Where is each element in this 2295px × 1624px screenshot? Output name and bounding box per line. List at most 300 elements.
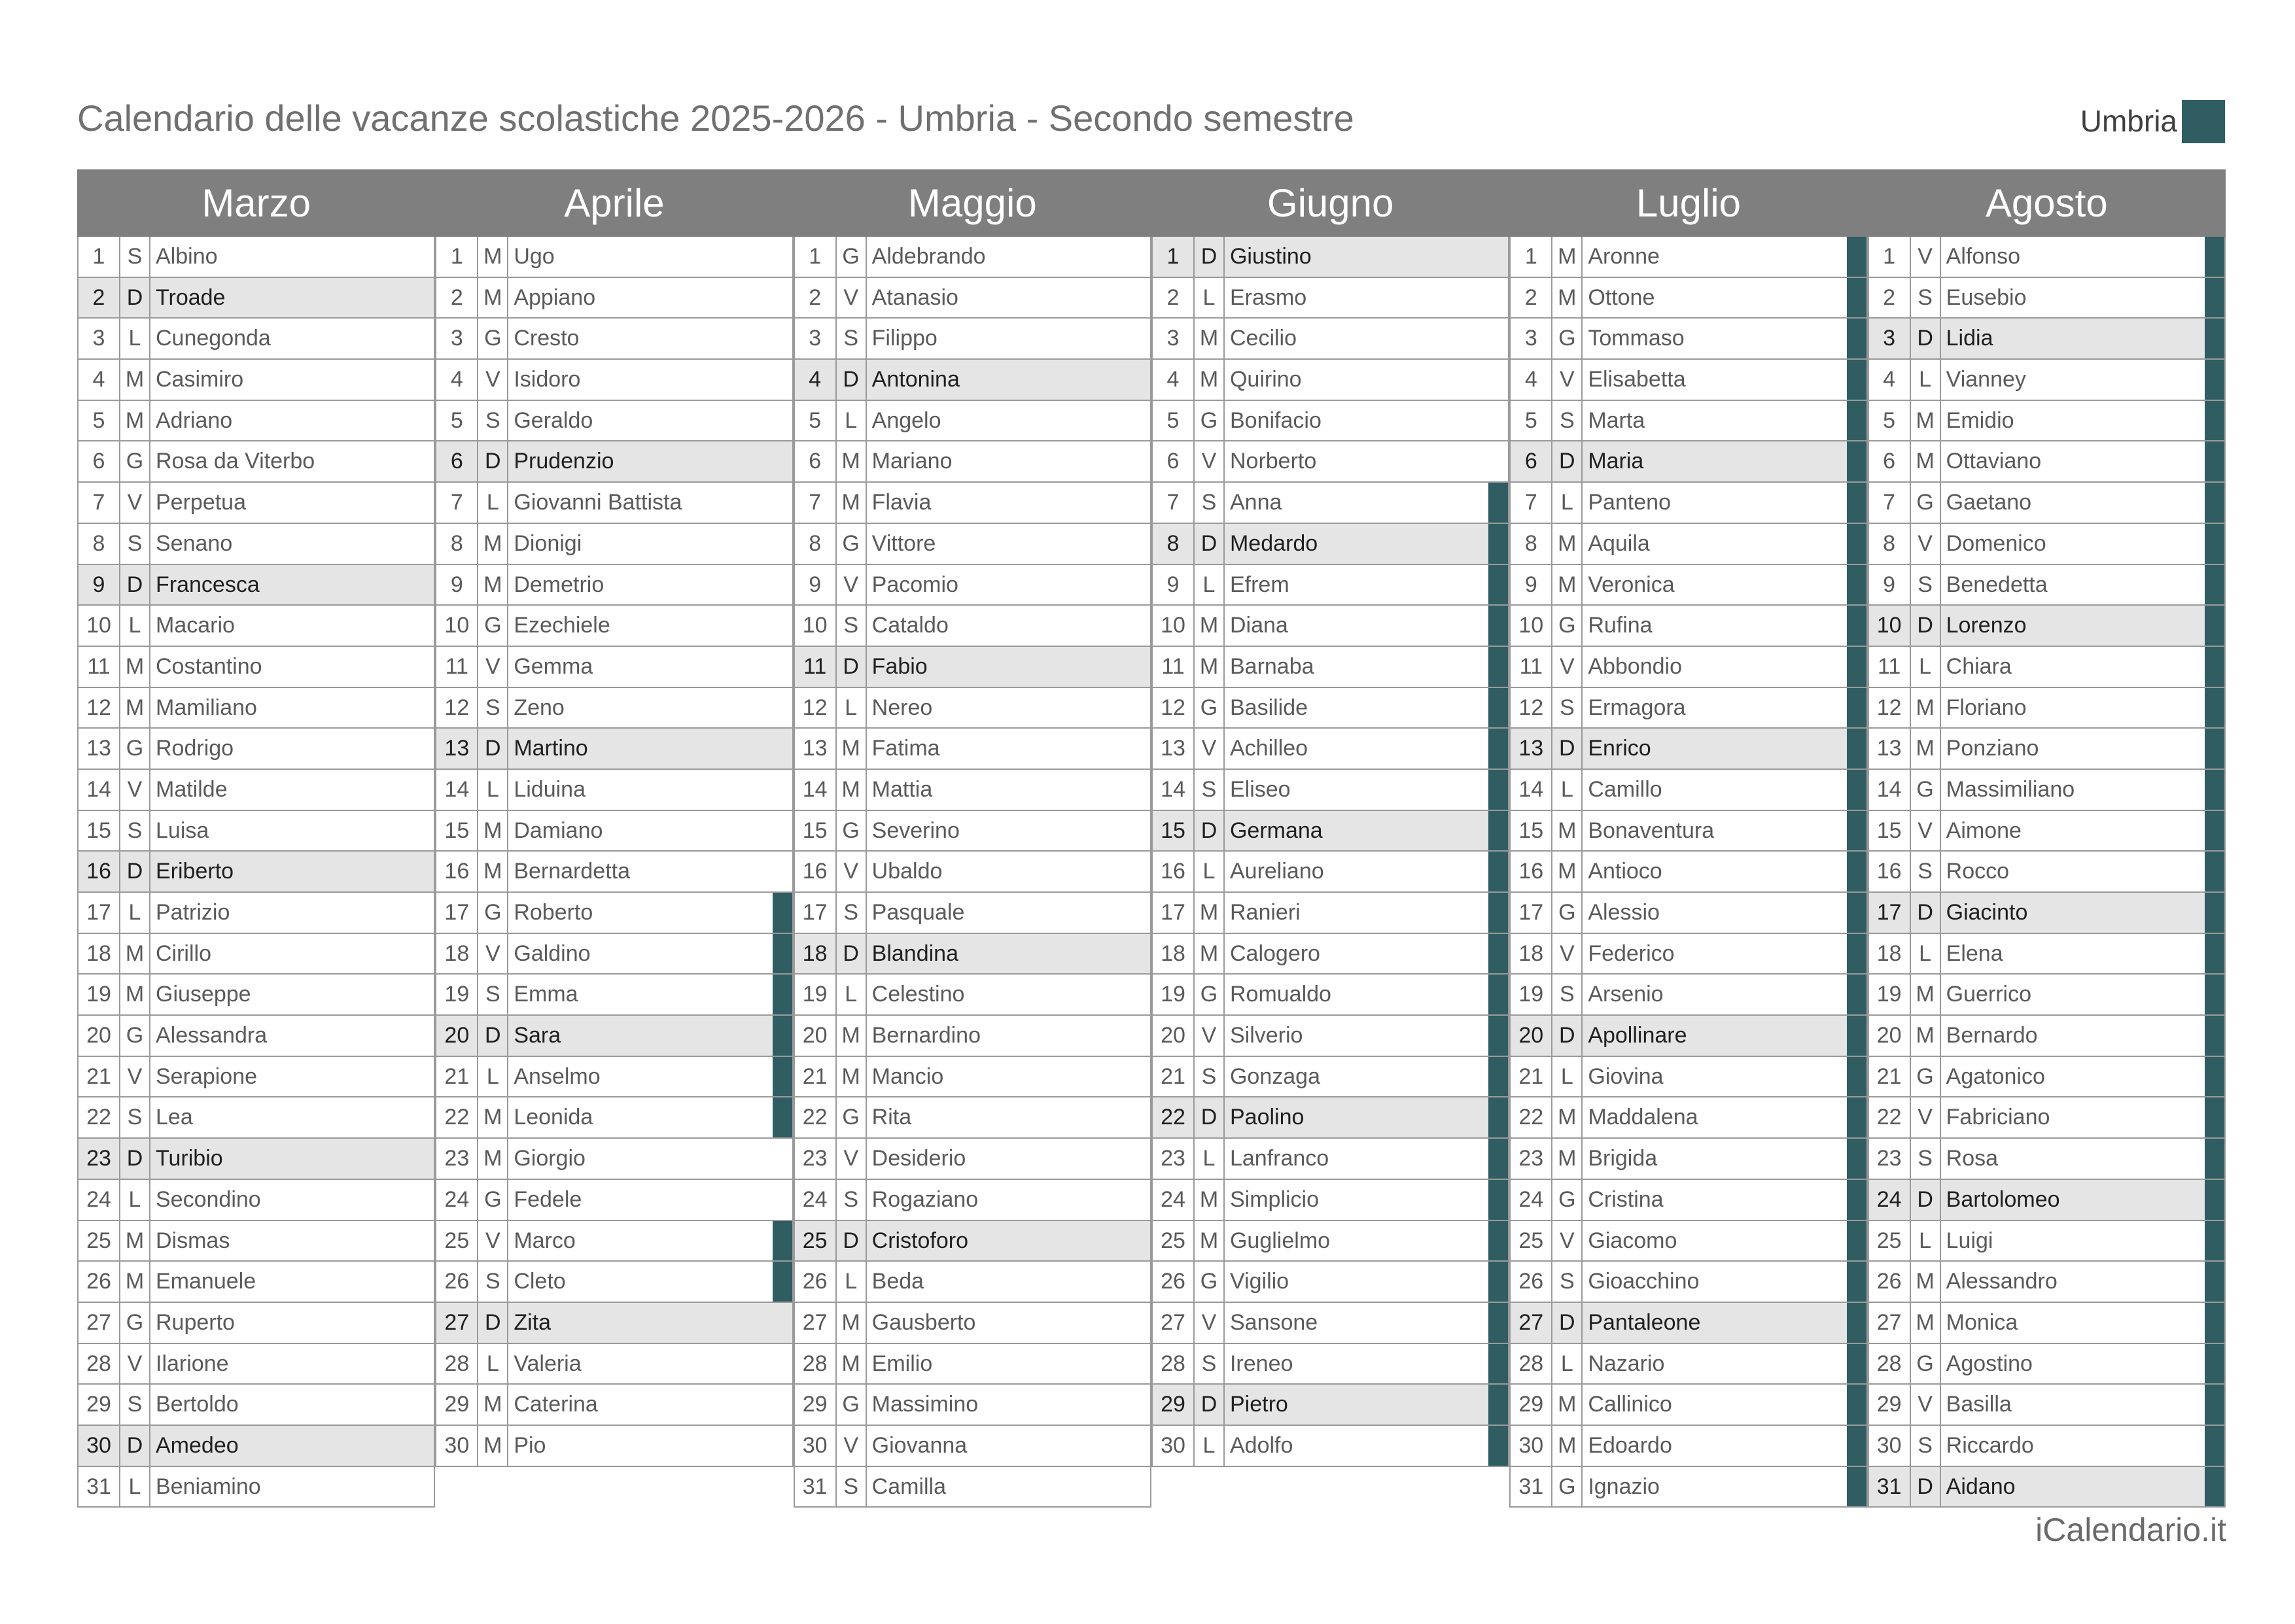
weekday-letter: S [1195, 770, 1225, 810]
day-number: 24 [795, 1180, 837, 1220]
weekday-letter: G [837, 1385, 867, 1425]
day-row [435, 483, 793, 524]
weekday-letter: L [478, 1057, 508, 1097]
day-row [435, 975, 793, 1016]
day-number: 14 [436, 770, 478, 810]
saint-name: Rodrigo [156, 736, 234, 761]
weekday-letter: S [1552, 401, 1583, 441]
day-row [77, 606, 435, 647]
page-title: Calendario delle vacanze scolastiche 2025-2026 - Umbria - Secondo semestre [77, 97, 1354, 139]
weekday-letter: G [1552, 319, 1583, 358]
day-number: 7 [1869, 483, 1911, 523]
day-number: 31 [1869, 1467, 1911, 1507]
day-row [1151, 1221, 1509, 1262]
holiday-marker [773, 1180, 792, 1220]
saint-name: Abbondio [1588, 653, 1682, 679]
saint-name: Perpetua [156, 490, 246, 515]
saint-name: Rita [871, 1105, 912, 1130]
holiday-marker [1130, 852, 1150, 891]
weekday-letter: M [1552, 237, 1583, 277]
holiday-marker [1488, 278, 1508, 318]
weekday-letter: M [837, 441, 867, 481]
holiday-marker [1488, 319, 1508, 358]
day-number: 10 [795, 606, 837, 646]
day-number: 28 [795, 1344, 837, 1384]
day-number: 25 [436, 1221, 478, 1261]
saint-name: Emilio [871, 1351, 933, 1376]
day-number: 16 [436, 852, 478, 891]
day-row [1868, 401, 2226, 442]
day-number: 28 [1511, 1344, 1552, 1384]
day-number: 9 [1869, 565, 1911, 605]
day-number: 17 [1869, 893, 1911, 933]
saint-name: Norberto [1229, 449, 1317, 474]
holiday-marker [1488, 1016, 1508, 1056]
holiday-marker [773, 483, 792, 523]
day-number: 1 [436, 237, 478, 277]
saint-name: Fabriciano [1946, 1105, 2050, 1130]
day-row [435, 729, 793, 770]
weekday-letter: G [1911, 1057, 1941, 1097]
day-row [77, 441, 435, 483]
holiday-marker [1488, 524, 1508, 564]
weekday-letter: V [478, 360, 508, 400]
saint-name: Giacomo [1588, 1228, 1677, 1253]
day-number: 13 [1869, 729, 1911, 769]
saint-name: Fatima [871, 736, 940, 761]
day-number: 15 [1153, 811, 1195, 851]
saint-name: Diana [1229, 613, 1288, 638]
weekday-letter: V [1195, 1303, 1225, 1343]
weekday-letter: M [120, 401, 150, 441]
saint-name: Mariano [871, 449, 953, 474]
holiday-marker [1130, 647, 1150, 687]
day-row [794, 524, 1151, 565]
weekday-letter: D [120, 1426, 150, 1466]
holiday-marker [773, 1426, 792, 1466]
holiday-marker [414, 1385, 434, 1425]
saint-name: Germana [1229, 818, 1323, 843]
saint-name: Paolino [1229, 1105, 1305, 1130]
day-number: 8 [795, 524, 837, 564]
weekday-letter: V [1552, 647, 1583, 687]
day-number: 25 [1153, 1221, 1195, 1261]
weekday-letter: D [120, 565, 150, 605]
saint-name: Gaetano [1946, 490, 2032, 515]
day-row [435, 278, 793, 319]
day-number: 27 [1869, 1303, 1911, 1343]
holiday-marker [2205, 1385, 2224, 1425]
holiday-marker [1130, 1139, 1150, 1179]
weekday-letter: S [120, 811, 150, 851]
day-row [1151, 1262, 1509, 1303]
day-row [1151, 975, 1509, 1016]
day-row [1509, 934, 1867, 975]
day-number: 16 [1153, 852, 1195, 891]
day-row [1509, 1385, 1867, 1426]
saint-name: Benedetta [1946, 572, 2048, 597]
weekday-letter: L [120, 893, 150, 933]
day-row [435, 1016, 793, 1057]
saint-name: Erasmo [1229, 285, 1307, 310]
day-number: 25 [1869, 1221, 1911, 1261]
weekday-letter: S [1552, 1262, 1583, 1302]
holiday-marker [414, 811, 434, 851]
weekday-letter: D [1195, 1097, 1225, 1137]
day-number: 12 [79, 688, 120, 728]
day-number: 26 [1511, 1262, 1552, 1302]
day-number: 27 [1511, 1303, 1552, 1343]
saint-name: Angelo [871, 407, 941, 433]
holiday-marker [1847, 1262, 1866, 1302]
weekday-letter: V [837, 852, 867, 891]
saint-name: Matilde [156, 776, 228, 802]
day-number: 3 [1153, 319, 1195, 358]
weekday-letter: S [478, 975, 508, 1014]
holiday-marker [1488, 606, 1508, 646]
day-number: 5 [795, 401, 837, 441]
month-title-0: Marzo [201, 181, 311, 225]
day-number: 30 [1869, 1426, 1911, 1466]
day-number: 6 [795, 441, 837, 481]
day-row [1151, 893, 1509, 934]
day-row [435, 811, 793, 852]
saint-name: Giuseppe [156, 982, 251, 1007]
day-row [1509, 1262, 1867, 1303]
holiday-marker [414, 441, 434, 481]
weekday-letter: M [1552, 278, 1583, 318]
weekday-letter: S [1911, 1426, 1941, 1466]
saint-name: Aldebrando [871, 244, 986, 269]
holiday-marker [2205, 688, 2224, 728]
day-row [1868, 770, 2226, 811]
day-number: 12 [436, 688, 478, 728]
saint-name: Leonida [514, 1105, 593, 1130]
saint-name: Panteno [1588, 490, 1671, 515]
weekday-letter: S [120, 1097, 150, 1137]
holiday-marker [414, 729, 434, 769]
day-row [1509, 278, 1867, 319]
day-row [1509, 1426, 1867, 1467]
day-number: 24 [436, 1180, 478, 1220]
weekday-letter: D [1552, 441, 1583, 481]
weekday-letter: G [1552, 1180, 1583, 1220]
saint-name: Luigi [1946, 1228, 1993, 1253]
legend-swatch [2182, 100, 2225, 143]
holiday-marker [1847, 647, 1866, 687]
day-row [435, 1303, 793, 1344]
weekday-letter: D [1911, 319, 1941, 358]
day-number: 20 [79, 1016, 120, 1056]
saint-name: Aronne [1588, 244, 1660, 269]
day-row [794, 278, 1151, 319]
holiday-marker [1130, 360, 1150, 400]
day-row [1151, 237, 1509, 278]
saint-name: Flavia [871, 490, 932, 515]
day-row [1509, 1344, 1867, 1385]
day-number: 23 [436, 1139, 478, 1179]
holiday-marker [1847, 565, 1866, 605]
day-row [435, 893, 793, 934]
weekday-letter: S [837, 1180, 867, 1220]
day-row [435, 647, 793, 688]
day-number: 3 [79, 319, 120, 358]
day-number: 28 [1153, 1344, 1195, 1384]
holiday-marker [414, 1139, 434, 1179]
holiday-marker [2205, 934, 2224, 974]
day-number: 20 [1153, 1016, 1195, 1056]
day-row [794, 811, 1151, 852]
day-number: 23 [795, 1139, 837, 1179]
holiday-marker [1847, 975, 1866, 1014]
holiday-marker [1847, 1180, 1866, 1220]
weekday-letter: G [1552, 606, 1583, 646]
saint-name: Anselmo [514, 1063, 601, 1089]
day-number: 26 [79, 1262, 120, 1302]
weekday-letter: G [837, 1097, 867, 1137]
saint-name: Mancio [871, 1063, 944, 1089]
day-number: 17 [795, 893, 837, 933]
weekday-letter: D [1911, 1180, 1941, 1220]
holiday-marker [414, 688, 434, 728]
holiday-marker [2205, 811, 2224, 851]
weekday-letter: L [837, 401, 867, 441]
day-number: 18 [79, 934, 120, 974]
day-number: 16 [795, 852, 837, 891]
saint-name: Appiano [514, 285, 596, 310]
weekday-letter: M [1552, 1426, 1583, 1466]
saint-name: Demetrio [514, 572, 604, 597]
day-number: 2 [795, 278, 837, 318]
day-row [435, 1344, 793, 1385]
day-number: 9 [79, 565, 120, 605]
saint-name: Giustino [1229, 244, 1312, 269]
holiday-marker [1488, 1097, 1508, 1137]
saint-name: Blandina [871, 941, 958, 966]
day-row [1151, 1303, 1509, 1344]
day-row [1509, 524, 1867, 565]
day-row [77, 770, 435, 811]
day-number: 6 [1511, 441, 1552, 481]
day-number: 2 [1153, 278, 1195, 318]
day-row [1509, 811, 1867, 852]
weekday-letter: V [1195, 441, 1225, 481]
day-number: 22 [79, 1097, 120, 1137]
day-number: 7 [436, 483, 478, 523]
day-number: 9 [795, 565, 837, 605]
saint-name: Macario [156, 613, 235, 638]
day-number: 20 [795, 1016, 837, 1056]
day-row [1868, 1262, 2226, 1303]
holiday-marker [1130, 1180, 1150, 1220]
saint-name: Massimiliano [1946, 776, 2075, 802]
holiday-marker [414, 852, 434, 891]
day-row [77, 1221, 435, 1262]
weekday-letter: D [1552, 1016, 1583, 1056]
holiday-marker [773, 606, 792, 646]
weekday-letter: L [1195, 1139, 1225, 1179]
saint-name: Ruperto [156, 1309, 235, 1335]
day-row [77, 811, 435, 852]
day-number: 24 [79, 1180, 120, 1220]
day-row [794, 565, 1151, 606]
saint-name: Maddalena [1588, 1105, 1698, 1130]
weekday-letter: V [120, 1057, 150, 1097]
day-number: 18 [795, 934, 837, 974]
day-number: 5 [1511, 401, 1552, 441]
day-row [794, 729, 1151, 770]
day-number: 11 [795, 647, 837, 687]
day-row [1151, 688, 1509, 729]
weekday-letter: S [837, 893, 867, 933]
day-number: 24 [1511, 1180, 1552, 1220]
weekday-letter: L [478, 1344, 508, 1384]
weekday-letter: M [478, 524, 508, 564]
saint-name: Geraldo [514, 407, 593, 433]
holiday-marker [414, 1221, 434, 1261]
saint-name: Emanuele [156, 1269, 256, 1294]
day-number: 5 [436, 401, 478, 441]
month-column-5 [1868, 237, 2226, 1508]
saint-name: Turibio [156, 1146, 223, 1171]
holiday-marker [2205, 441, 2224, 481]
saint-name: Martino [514, 736, 588, 761]
saint-name: Ottaviano [1946, 449, 2042, 474]
day-row [435, 319, 793, 360]
day-row [1868, 483, 2226, 524]
saint-name: Cleto [514, 1269, 566, 1294]
saint-name: Ubaldo [871, 859, 943, 884]
weekday-letter: V [1552, 1221, 1583, 1261]
day-row [794, 237, 1151, 278]
holiday-marker [414, 1467, 434, 1507]
day-number: 3 [1869, 319, 1911, 358]
day-number: 15 [795, 811, 837, 851]
day-row [435, 1180, 793, 1221]
saint-name: Simplicio [1229, 1186, 1320, 1212]
saint-name: Arsenio [1588, 982, 1664, 1007]
weekday-letter: S [1911, 852, 1941, 891]
day-row [77, 1097, 435, 1139]
day-number: 13 [1511, 729, 1552, 769]
holiday-marker [2205, 1262, 2224, 1302]
saint-name: Galdino [514, 941, 591, 966]
saint-name: Secondino [156, 1186, 261, 1212]
saint-name: Aquila [1588, 530, 1650, 556]
holiday-marker [2205, 524, 2224, 564]
weekday-letter: M [478, 237, 508, 277]
weekday-letter: M [120, 1262, 150, 1302]
day-row [1509, 319, 1867, 360]
day-row [77, 483, 435, 524]
day-number: 22 [436, 1097, 478, 1137]
day-row [1868, 278, 2226, 319]
day-row [77, 1344, 435, 1385]
holiday-marker [1847, 606, 1866, 646]
day-number: 24 [1153, 1180, 1195, 1220]
holiday-marker [414, 606, 434, 646]
weekday-letter: M [1552, 1385, 1583, 1425]
holiday-marker [414, 893, 434, 933]
day-number: 21 [1153, 1057, 1195, 1097]
weekday-letter: G [120, 1303, 150, 1343]
holiday-marker [1847, 811, 1866, 851]
day-row [1868, 1057, 2226, 1098]
holiday-marker [1130, 1221, 1150, 1261]
saint-name: Cristina [1588, 1186, 1664, 1212]
month-column-4 [1509, 237, 1867, 1508]
day-row [1151, 1426, 1509, 1467]
month-column-1 [435, 237, 793, 1508]
weekday-letter: S [837, 319, 867, 358]
saint-name: Caterina [514, 1392, 598, 1417]
holiday-marker [1130, 237, 1150, 277]
saint-name: Marco [514, 1228, 576, 1253]
weekday-letter: V [478, 647, 508, 687]
saint-name: Apollinare [1588, 1023, 1687, 1048]
holiday-marker [1847, 237, 1866, 277]
holiday-marker [773, 278, 792, 318]
day-row [1509, 441, 1867, 483]
day-row [435, 1221, 793, 1262]
weekday-letter: M [120, 647, 150, 687]
day-number: 21 [1511, 1057, 1552, 1097]
day-number: 2 [1869, 278, 1911, 318]
weekday-letter: L [837, 1262, 867, 1302]
holiday-marker [2205, 1180, 2224, 1220]
weekday-letter: D [837, 1221, 867, 1261]
saint-name: Ignazio [1588, 1474, 1660, 1499]
day-row [1509, 1303, 1867, 1344]
holiday-marker [1130, 278, 1150, 318]
day-number: 12 [1869, 688, 1911, 728]
holiday-marker [414, 565, 434, 605]
saint-name: Basilla [1946, 1392, 2012, 1417]
calendar-grid [77, 169, 2226, 1508]
day-number: 21 [79, 1057, 120, 1097]
holiday-marker [1130, 1426, 1150, 1466]
holiday-marker [1130, 524, 1150, 564]
day-number: 28 [1869, 1344, 1911, 1384]
saint-name: Pasquale [871, 900, 965, 925]
saint-name: Tommaso [1588, 326, 1685, 351]
day-number: 31 [1511, 1467, 1552, 1507]
saint-name: Alessandro [1946, 1269, 2058, 1294]
weekday-letter: M [478, 852, 508, 891]
day-number: 4 [1511, 360, 1552, 400]
day-number: 4 [795, 360, 837, 400]
day-row [77, 1426, 435, 1467]
holiday-marker [1847, 401, 1866, 441]
day-number: 13 [1153, 729, 1195, 769]
weekday-letter: D [837, 360, 867, 400]
day-number: 25 [795, 1221, 837, 1261]
day-row [1509, 1221, 1867, 1262]
weekday-letter: G [837, 811, 867, 851]
weekday-letter: V [1911, 811, 1941, 851]
holiday-marker [1488, 811, 1508, 851]
day-number: 14 [79, 770, 120, 810]
day-number: 14 [1153, 770, 1195, 810]
weekday-letter: M [1911, 401, 1941, 441]
weekday-letter: V [1911, 524, 1941, 564]
saint-name: Emidio [1946, 407, 2014, 433]
weekday-letter: D [1552, 1303, 1583, 1343]
saint-name: Severino [871, 818, 960, 843]
saint-name: Beniamino [156, 1474, 261, 1499]
saint-name: Emma [514, 982, 578, 1007]
saint-name: Liduina [514, 776, 586, 802]
